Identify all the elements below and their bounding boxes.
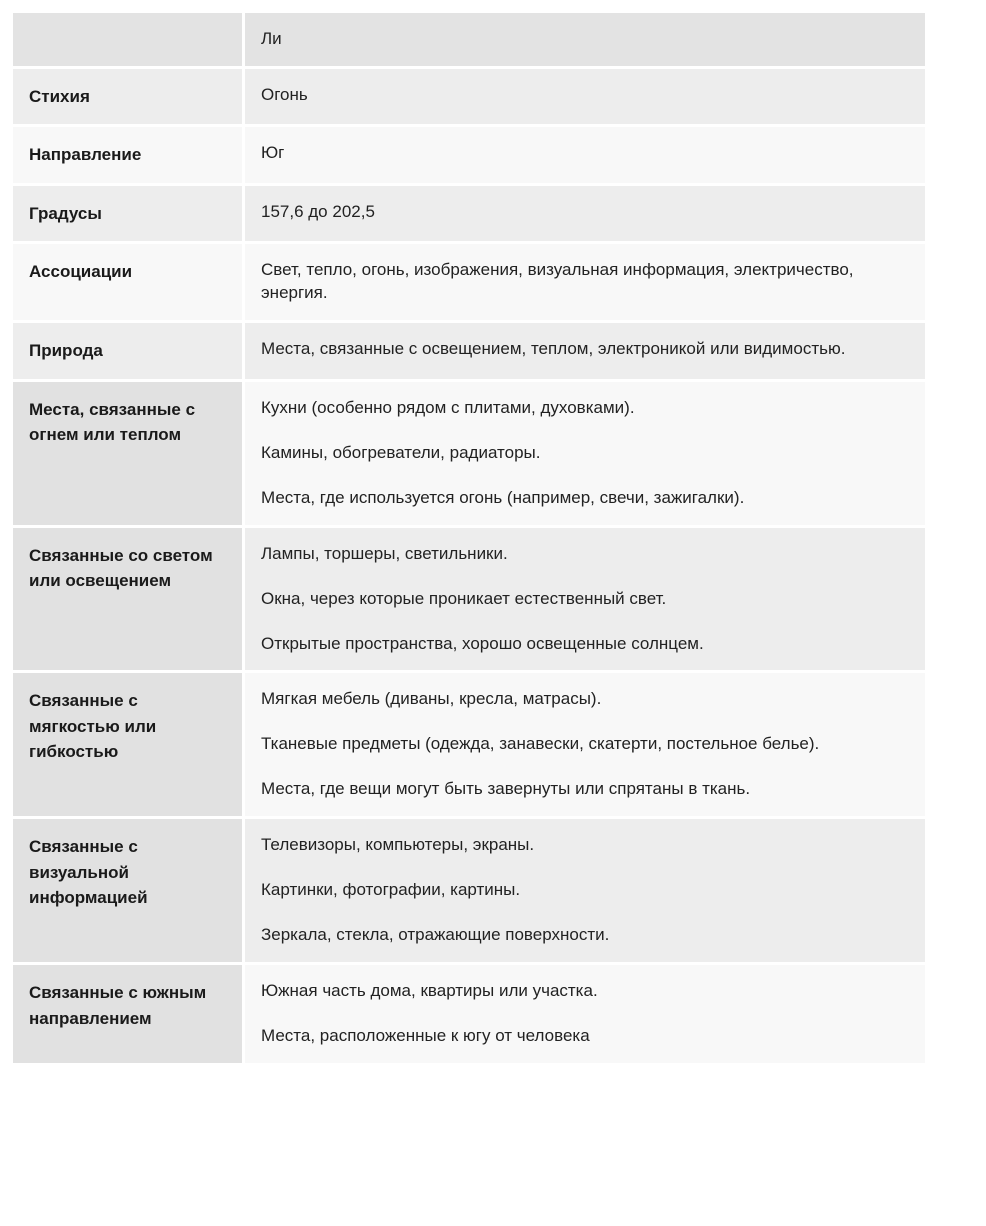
- table-row: [13, 244, 925, 320]
- row-label: Места, связанные с огнем или теплом: [13, 382, 242, 525]
- header-empty-cell: [13, 13, 242, 66]
- value-paragraph: Места, связанные с освещением, теплом, электроникой или видимостью.: [261, 339, 846, 359]
- table-row: [13, 673, 925, 816]
- table-row: [13, 819, 925, 962]
- value-paragraph: Тканевые предметы (одежда, занавески, скатерти, постельное белье).: [261, 734, 820, 754]
- row-value: [245, 528, 925, 671]
- row-label: Связанные со светом или освещением: [13, 528, 242, 671]
- value-paragraph: Окна, через которые проникает естественный свет.: [261, 588, 667, 608]
- header-title-cell: Ли: [245, 13, 925, 66]
- row-value: [245, 819, 925, 962]
- value-paragraph: Картинки, фотографии, картины.: [261, 880, 521, 900]
- row-label: Ассоциации: [13, 244, 242, 320]
- row-label: Связанные с визуальной информацией: [13, 819, 242, 962]
- value-paragraph: 157,6 до 202,5: [261, 201, 375, 221]
- value-paragraph: Мягкая мебель (диваны, кресла, матрасы).: [261, 689, 602, 709]
- table-row: [13, 186, 925, 242]
- row-label: Градусы: [13, 186, 242, 242]
- row-label: Связанные с южным направлением: [13, 965, 242, 1063]
- row-value: [245, 673, 925, 816]
- table-row: [13, 323, 925, 379]
- table-row: [13, 69, 925, 125]
- row-value: [245, 382, 925, 525]
- row-label: Связанные с мягкостью или гибкостью: [13, 673, 242, 816]
- row-label: Природа: [13, 323, 242, 379]
- row-value: [245, 127, 925, 183]
- table-row: [13, 965, 925, 1063]
- row-value: [245, 965, 925, 1063]
- table-row: [13, 382, 925, 525]
- row-label: Стихия: [13, 69, 242, 125]
- table-row: [13, 528, 925, 671]
- table-body: [13, 69, 925, 1063]
- value-paragraph: Южная часть дома, квартиры или участка.: [261, 981, 598, 1001]
- row-value: [245, 323, 925, 379]
- value-paragraph: Юг: [261, 143, 285, 163]
- value-paragraph: Телевизоры, компьютеры, экраны.: [261, 835, 535, 855]
- value-paragraph: Камины, обогреватели, радиаторы.: [261, 442, 541, 462]
- row-value: [245, 186, 925, 242]
- value-paragraph: Зеркала, стекла, отражающие поверхности.: [261, 925, 610, 945]
- value-paragraph: Лампы, торшеры, светильники.: [261, 543, 508, 563]
- li-trigram-table: [10, 10, 928, 1066]
- value-paragraph: Кухни (особенно рядом с плитами, духовками).: [261, 397, 635, 417]
- row-value: [245, 69, 925, 125]
- value-paragraph: Свет, тепло, огонь, изображения, визуальная информация, электричество, энергия.: [261, 260, 854, 303]
- value-paragraph: Места, где вещи могут быть завернуты или спрятаны в ткань.: [261, 779, 751, 799]
- row-label: Направление: [13, 127, 242, 183]
- table-header-row: [13, 13, 925, 66]
- value-paragraph: Огонь: [261, 84, 308, 104]
- value-paragraph: Места, где используется огонь (например, свечи, зажигалки).: [261, 487, 745, 507]
- value-paragraph: Места, расположенные к югу от человека: [261, 1026, 590, 1045]
- value-paragraph: Открытые пространства, хорошо освещенные солнцем.: [261, 633, 704, 653]
- table-row: [13, 127, 925, 183]
- row-value: [245, 244, 925, 320]
